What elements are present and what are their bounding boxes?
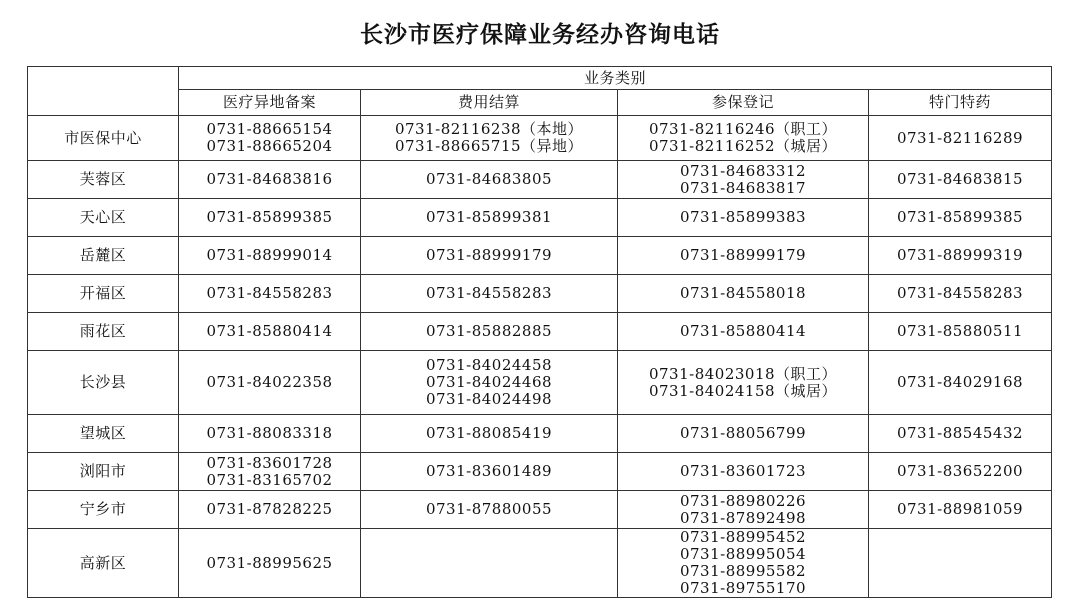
table-row xyxy=(28,415,1052,453)
phone-cell xyxy=(179,275,361,313)
column-header: 参保登记 xyxy=(618,90,869,116)
table-row xyxy=(28,116,1052,161)
phone-cell xyxy=(618,199,869,237)
column-header: 医疗异地备案 xyxy=(179,90,361,116)
phone-number: 0731-87892498 xyxy=(679,508,807,527)
phone-number: 0731-88056799 xyxy=(679,424,807,442)
phone-cell xyxy=(869,161,1052,199)
phone-number: 0731-84023018（职工） xyxy=(648,364,838,383)
phone-number: 0731-82116238（本地） xyxy=(394,120,584,138)
table-row xyxy=(28,491,1052,529)
phone-cell xyxy=(361,116,618,161)
district-name: 天心区 xyxy=(28,199,179,237)
phone-number: 0731-84683817 xyxy=(679,178,807,197)
phone-number: 0731-82116252（城居） xyxy=(648,137,838,155)
phone-cell xyxy=(361,313,618,351)
phone-table xyxy=(27,66,1052,598)
phone-cell xyxy=(179,161,361,199)
district-name: 雨花区 xyxy=(28,313,179,351)
phone-number: 0731-82116289 xyxy=(896,128,1024,147)
phone-number: 0731-84558283 xyxy=(896,284,1024,302)
phone-number: 0731-83601489 xyxy=(425,462,553,480)
table-row xyxy=(28,351,1052,415)
phone-cell xyxy=(179,453,361,491)
phone-cell xyxy=(361,237,618,275)
phone-cell xyxy=(869,453,1052,491)
phone-number: 0731-88981059 xyxy=(896,500,1024,518)
phone-number: 0731-87828225 xyxy=(206,500,333,518)
phone-cell xyxy=(179,313,361,351)
table-row xyxy=(28,453,1052,491)
phone-number: 0731-84558283 xyxy=(206,284,333,302)
phone-number: 0731-85880511 xyxy=(896,322,1024,340)
table-row xyxy=(28,199,1052,237)
phone-number: 0731-84024158（城居） xyxy=(648,381,838,400)
phone-number: 0731-88545432 xyxy=(896,424,1024,442)
phone-cell xyxy=(618,237,869,275)
phone-cell xyxy=(869,275,1052,313)
phone-cell xyxy=(869,237,1052,275)
phone-number: 0731-84683312 xyxy=(679,161,807,180)
phone-cell xyxy=(869,116,1052,161)
phone-number: 0731-84558283 xyxy=(425,284,553,302)
phone-cell xyxy=(179,237,361,275)
phone-number: 0731-88995625 xyxy=(206,553,333,572)
group-header: 业务类别 xyxy=(179,67,1052,90)
phone-number: 0731-88665154 xyxy=(206,120,333,138)
district-name: 岳麓区 xyxy=(28,237,179,275)
phone-cell xyxy=(179,415,361,453)
phone-number: 0731-88995452 xyxy=(679,528,807,546)
phone-cell xyxy=(179,116,361,161)
phone-number: 0731-85880414 xyxy=(206,322,333,340)
phone-number: 0731-83601728 xyxy=(206,453,333,472)
phone-number: 0731-85882885 xyxy=(425,322,553,340)
table-row xyxy=(28,275,1052,313)
phone-number: 0731-85899383 xyxy=(679,208,807,226)
column-header: 特门特药 xyxy=(869,90,1052,116)
phone-number: 0731-83652200 xyxy=(896,462,1024,480)
phone-number: 0731-84683816 xyxy=(206,170,333,188)
district-name: 长沙县 xyxy=(28,351,179,415)
phone-number: 0731-88999319 xyxy=(896,246,1024,264)
district-name: 浏阳市 xyxy=(28,453,179,491)
phone-cell xyxy=(618,453,869,491)
district-name: 芙蓉区 xyxy=(28,161,179,199)
phone-number: 0731-88085419 xyxy=(425,424,553,442)
district-name: 市医保中心 xyxy=(28,116,179,161)
phone-cell xyxy=(618,313,869,351)
phone-cell xyxy=(179,351,361,415)
phone-number: 0731-88999179 xyxy=(425,246,553,264)
district-name: 开福区 xyxy=(28,275,179,313)
phone-number: 0731-84683805 xyxy=(425,170,553,188)
phone-number: 0731-88999179 xyxy=(679,246,807,264)
phone-cell xyxy=(618,351,869,415)
phone-number: 0731-88665204 xyxy=(206,137,333,155)
phone-number: 0731-88999014 xyxy=(206,246,333,264)
phone-cell xyxy=(361,351,618,415)
phone-cell xyxy=(618,529,869,598)
table-row xyxy=(28,161,1052,199)
phone-number: 0731-84024458 xyxy=(425,356,553,374)
column-header: 费用结算 xyxy=(361,90,618,116)
page-title: 长沙市医疗保障业务经办咨询电话 xyxy=(360,21,720,48)
table-row xyxy=(28,529,1052,598)
phone-number: 0731-87880055 xyxy=(425,500,553,518)
phone-cell xyxy=(869,415,1052,453)
phone-number: 0731-84024468 xyxy=(425,373,553,391)
phone-cell xyxy=(361,415,618,453)
phone-number: 0731-89755170 xyxy=(679,579,807,597)
phone-cell xyxy=(179,529,361,598)
phone-cell xyxy=(869,529,1052,598)
phone-number: 0731-88083318 xyxy=(206,424,333,442)
phone-cell xyxy=(618,491,869,529)
phone-number: 0731-82116246（职工） xyxy=(648,120,838,138)
phone-number: 0731-83165702 xyxy=(206,470,333,489)
district-name: 高新区 xyxy=(28,529,179,598)
phone-number: 0731-84024498 xyxy=(425,390,553,408)
phone-number: 0731-85899385 xyxy=(206,208,333,226)
phone-number: 0731-85880414 xyxy=(679,322,807,340)
phone-number: 0731-88995582 xyxy=(679,562,807,580)
phone-number: 0731-84683815 xyxy=(896,170,1024,188)
phone-cell xyxy=(869,313,1052,351)
table-row xyxy=(28,237,1052,275)
phone-number: 0731-85899385 xyxy=(896,208,1024,226)
phone-cell xyxy=(618,415,869,453)
phone-cell xyxy=(869,199,1052,237)
corner-cell xyxy=(28,67,179,116)
table-row xyxy=(28,313,1052,351)
phone-number: 0731-84022358 xyxy=(206,373,333,391)
phone-cell xyxy=(361,161,618,199)
phone-cell xyxy=(869,491,1052,529)
phone-number: 0731-84029168 xyxy=(896,373,1024,391)
phone-cell xyxy=(361,275,618,313)
phone-cell xyxy=(179,491,361,529)
phone-cell xyxy=(869,351,1052,415)
phone-number: 0731-85899381 xyxy=(425,208,553,226)
district-name: 望城区 xyxy=(28,415,179,453)
phone-cell xyxy=(361,491,618,529)
phone-cell xyxy=(179,199,361,237)
phone-cell xyxy=(361,199,618,237)
phone-number: 0731-84558018 xyxy=(679,284,807,302)
phone-cell xyxy=(618,161,869,199)
phone-cell xyxy=(618,275,869,313)
phone-cell xyxy=(618,116,869,161)
phone-number: 0731-83601723 xyxy=(679,462,807,480)
phone-cell xyxy=(361,453,618,491)
district-name: 宁乡市 xyxy=(28,491,179,529)
phone-number: 0731-88995054 xyxy=(679,545,807,563)
phone-number: 0731-88665715（异地） xyxy=(394,137,584,155)
phone-cell xyxy=(361,529,618,598)
phone-number: 0731-88980226 xyxy=(679,491,807,510)
